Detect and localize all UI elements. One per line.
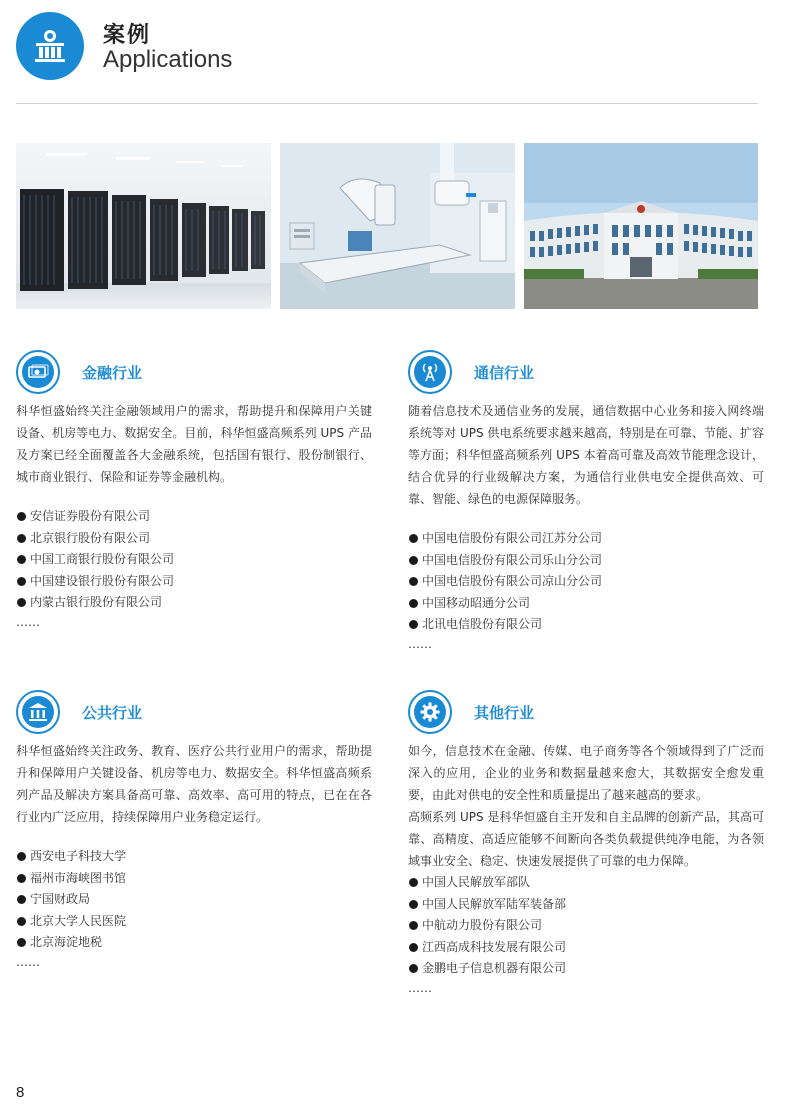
more-ellipsis: ……: [16, 614, 40, 629]
list-item: 内蒙古银行股份有限公司: [16, 592, 372, 614]
list-item: 西安电子科技大学: [16, 846, 372, 868]
page-title: 案例: [103, 23, 152, 48]
section-title: 金融行业: [82, 364, 143, 382]
list-item: 宁国财政局: [16, 889, 372, 911]
list-item: 安信证券股份有限公司: [16, 506, 372, 528]
bank-header-icon: [16, 12, 84, 80]
list-item: 北京大学人民医院: [16, 911, 372, 933]
section-description: 随着信息技术及通信业务的发展，通信数据中心业务和接入网终端系统等对 UPS 供电系统要求越来越高，特别是在可靠、节能、扩容等方面；科华恒盛高频系列 UPS 本着高可靠及高效节能理念设计，结合优异的行业级解决方案，为通信行业供电安全提供高效、可靠、智能、绿色的电源保障服务。: [408, 404, 764, 506]
section-description: 科华恒盛始终关注金融领域用户的需求，帮助提升和保障用户关键设备、机房等电力、数据安全。目前，科华恒盛高频系列 UPS 产品及方案已经全面覆盖各大金融系统，包括国有银行、股份制银行、城市商业银行、保险和证券等金融机构。: [16, 404, 372, 484]
page-number: 8: [16, 1084, 25, 1101]
list-item: 中国电信股份有限公司凉山分公司: [408, 571, 764, 593]
client-list: [408, 528, 764, 636]
section-public: [16, 690, 372, 970]
list-item: 中国工商银行股份有限公司: [16, 549, 372, 571]
list-item: 江西高成科技发展有限公司: [408, 937, 764, 959]
section-description-2: 高频系列 UPS 是科华恒盛自主开发和自主品牌的创新产品，其高可靠、高精度、高适应能够不间断向各类负载提供纯净电能，为各领域事业安全、稳定、快速发展提供了可靠的电力保障。: [408, 810, 764, 868]
client-list: [16, 846, 372, 954]
list-item: 北京海淀地税: [16, 932, 372, 954]
header-divider: [16, 103, 758, 104]
photo-government-building: [524, 143, 758, 309]
gear-icon: [408, 690, 452, 734]
section-finance: [16, 350, 372, 630]
list-item: 北京银行股份有限公司: [16, 528, 372, 550]
list-item: 中国人民解放军部队: [408, 872, 764, 894]
more-ellipsis: ……: [16, 954, 40, 969]
photo-medical-equipment: [280, 143, 515, 309]
list-item: 福州市海峡图书馆: [16, 868, 372, 890]
money-icon: [16, 350, 60, 394]
building-icon: [16, 690, 60, 734]
signal-tower-icon: [408, 350, 452, 394]
section-title: 公共行业: [82, 704, 143, 722]
list-item: 北讯电信股份有限公司: [408, 614, 764, 636]
list-item: 中国人民解放军陆军装备部: [408, 894, 764, 916]
section-other: [408, 690, 764, 996]
section-description: 科华恒盛始终关注政务、教育、医疗公共行业用户的需求，帮助提升和保障用户关键设备、机房等电力、数据安全。科华恒盛高频系列产品及解决方案具备高可靠、高效率、高可用的特点，已在在各行业内广泛应用，持续保障用户业务稳定运行。: [16, 744, 372, 824]
client-list: [408, 872, 764, 980]
list-item: 中国电信股份有限公司乐山分公司: [408, 550, 764, 572]
more-ellipsis: ……: [408, 636, 432, 651]
list-item: 中航动力股份有限公司: [408, 915, 764, 937]
more-ellipsis: ……: [408, 980, 432, 995]
page-subtitle: Applications: [103, 46, 233, 73]
list-item: 中国建设银行股份有限公司: [16, 571, 372, 593]
client-list: [16, 506, 372, 614]
photo-server-room: [16, 143, 271, 309]
section-description: 如今，信息技术在金融、传媒、电子商务等各个领域得到了广泛而深入的应用，企业的业务和数据量越来愈大，其数据安全愈发重要，由此对供电的安全性和质量提出了越来越高的要求。: [408, 744, 764, 802]
section-title: 其他行业: [474, 704, 535, 722]
list-item: 中国电信股份有限公司江苏分公司: [408, 528, 764, 550]
section-telecom: [408, 350, 764, 652]
section-title: 通信行业: [474, 364, 535, 382]
list-item: 金鹏电子信息机器有限公司: [408, 958, 764, 980]
list-item: 中国移动昭通分公司: [408, 593, 764, 615]
